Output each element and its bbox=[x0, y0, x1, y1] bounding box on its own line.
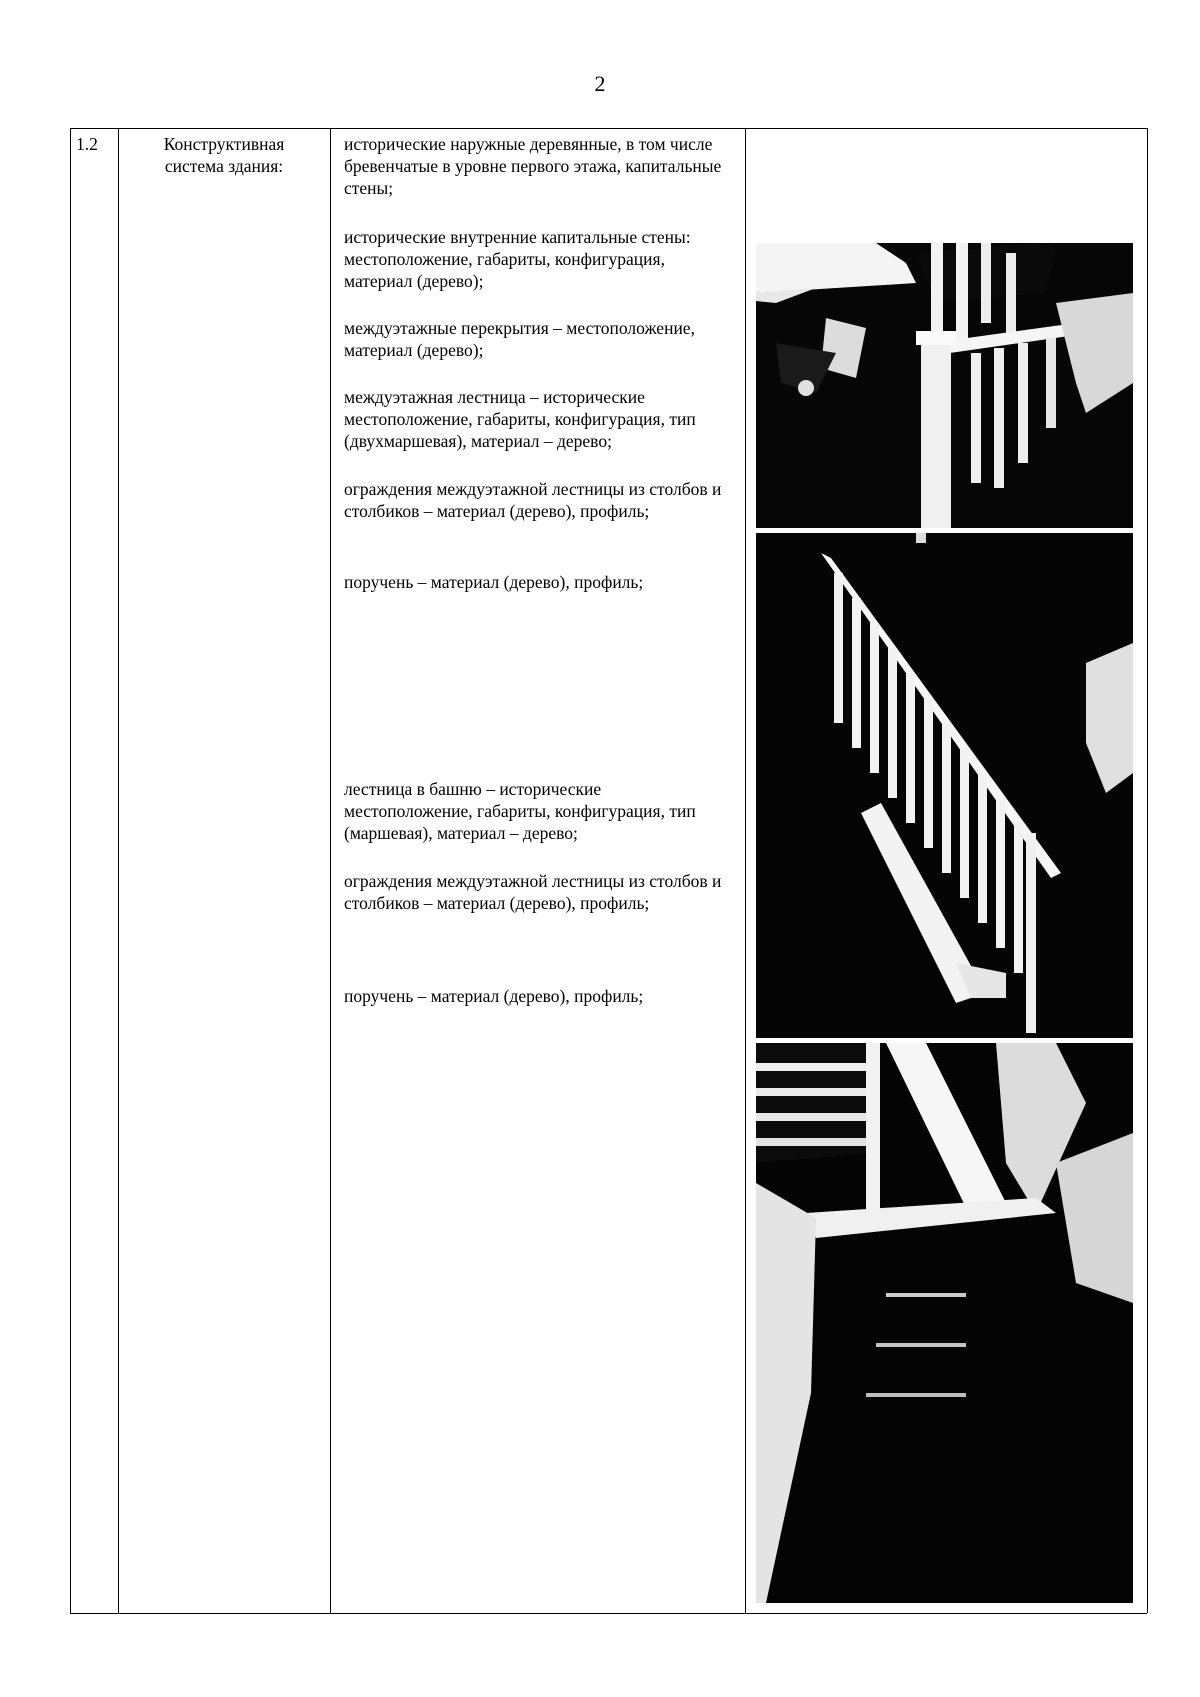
paragraph-external-walls: исторические наружные деревянные, в том числе бревенчатые в уровне первого этажа, капитальные стены; bbox=[344, 134, 722, 198]
row-label: Конструктивная система здания: bbox=[163, 134, 285, 176]
railing-photo bbox=[756, 533, 1133, 1038]
paragraph-tower-stair: лестница в башню – исторические местоположение, габариты, конфигурация, тип (маршевая), материал – дерево; bbox=[344, 779, 696, 843]
staircase-photo bbox=[756, 243, 1133, 528]
paragraph-staircase: междуэтажная лестница – исторические местоположение, габариты, конфигурация, тип (двухмаршевая), материал – дерево; bbox=[344, 387, 696, 451]
paragraph-floors: междуэтажные перекрытия – местоположение, материал (дерево); bbox=[344, 318, 695, 360]
paragraph-handrail: поручень – материал (дерево), профиль; bbox=[344, 572, 644, 592]
row-number: 1.2 bbox=[76, 134, 98, 154]
page-number: 2 bbox=[594, 71, 606, 96]
tower-stair-photo bbox=[756, 1043, 1133, 1603]
heritage-table bbox=[70, 128, 1147, 1613]
paragraph-staircase-railing: ограждения междуэтажной лестницы из столбов и столбиков – материал (дерево), профиль; bbox=[344, 479, 722, 521]
paragraph-internal-walls: исторические внутренние капитальные стены: местоположение, габариты, конфигурация, материал (дерево); bbox=[344, 227, 691, 291]
paragraph-tower-handrail: поручень – материал (дерево), профиль; bbox=[344, 986, 644, 1006]
paragraph-tower-railing: ограждения междуэтажной лестницы из столбов и столбиков – материал (дерево), профиль; bbox=[344, 871, 722, 913]
